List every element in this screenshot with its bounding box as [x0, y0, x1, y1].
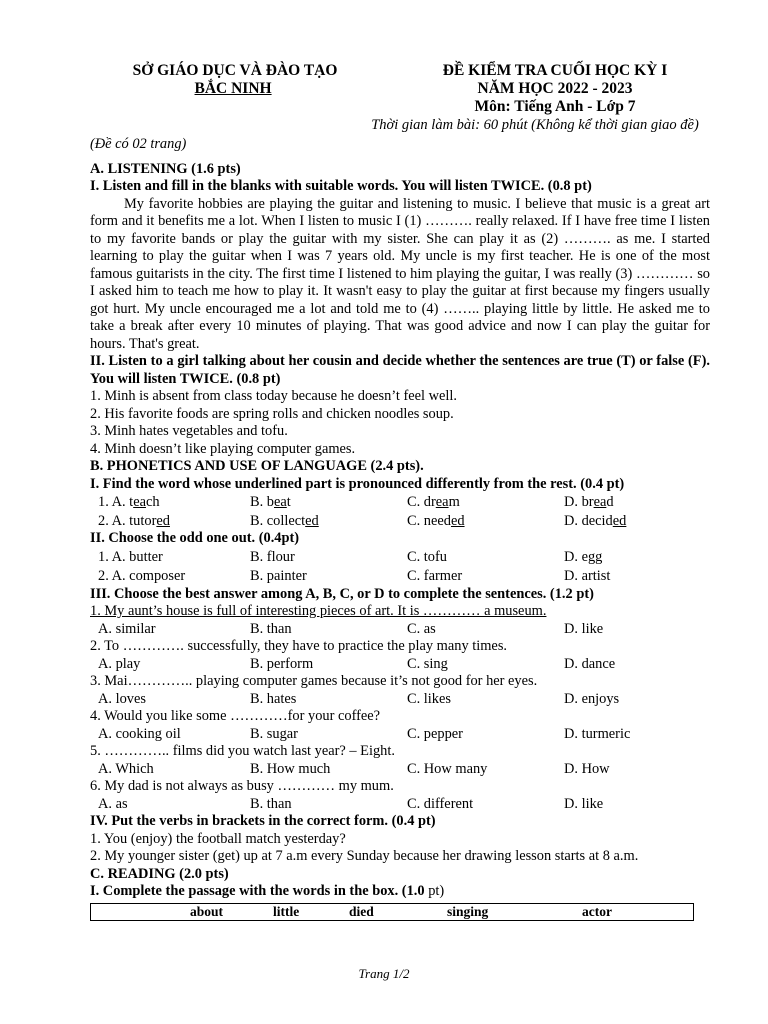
reading-part1-title: I. Complete the passage with the words in the box. (1.0 pt) [90, 883, 445, 899]
mcq-question-5: 5. ………….. films did you watch last year? – Eight. [90, 743, 395, 759]
option-b: B. than [250, 620, 292, 637]
option-b: B. beat [250, 494, 291, 510]
mcq-options-3 [90, 691, 710, 709]
option-a: A. similar [98, 620, 156, 637]
verb-question: 1. You (enjoy) the football match yesterday? [90, 830, 346, 847]
province-name: BẮC NINH [194, 80, 272, 97]
option-b: B. painter [250, 568, 307, 584]
option-d: D. egg [564, 548, 603, 565]
option-c: C. needed [407, 512, 465, 529]
mcq-options-4 [90, 726, 710, 744]
listening-part2-title: II. Listen to a girl talking about her cousin and decide whether the sentences are true (T) or false (F). You will listen TWICE. (0.8 pt) [90, 353, 710, 387]
section-phonetics-title: B. PHONETICS AND USE OF LANGUAGE (2.4 pts). [90, 458, 424, 474]
department-block [90, 62, 380, 98]
option-a: A. cooking oil [98, 725, 181, 742]
odd-one-out-question-2 [90, 568, 710, 586]
page-footer: Trang 1/2 [358, 966, 410, 981]
option-d: D. enjoys [564, 690, 620, 707]
option-a: A. loves [98, 690, 146, 707]
mcq-options-1 [90, 621, 710, 639]
box-word: died [349, 903, 374, 919]
mcq-question-4: 4. Would you like some …………for your coffee? [90, 708, 381, 724]
exam-header [90, 62, 710, 140]
option-c: C. different [407, 795, 474, 812]
option-d: D. like [564, 795, 604, 812]
option-a: 1. A. teach [98, 494, 160, 510]
listening-passage: My favorite hobbies are playing the guitar and listening to music. I believe that music is a great art form and it benefits me a lot. When I listen to music I (1) ………. really relaxed. If I have free time I listen to my favorite bands or play the guitar with my sister. She can play it as (2) ………. as me. I started learning to play the guitar when I was 7 years old. My uncle is my first teacher. He is one of the most famous guitarists in the city. The first time I listened to him playing the guitar, I was really (3) ………… so I asked him to teach me how to play it. It wasn't easy to play the guitar at first because my fingers usually got hurt. My uncle encouraged me a lot and told me to (4) …….. playing little by little. He asked me to take a break after every 10 minutes of playing. That was good advice and now I can play the guitar for hours. That's great. [90, 195, 710, 352]
option-b: B. collected [250, 512, 319, 529]
phonetics-part1-title: I. Find the word whose underlined part is pronounced differently from the rest. (0.4 pt) [90, 475, 625, 492]
school-year: NĂM HỌC 2022 - 2023 [477, 80, 633, 97]
tf-statement: 4. Minh doesn’t like playing computer games. [90, 440, 356, 457]
option-c: C. as [407, 620, 436, 637]
mcq-question-1: 1. My aunt’s house is full of interesting pieces of art. It is ………… a museum. [90, 603, 547, 619]
mcq-options-6 [90, 796, 710, 814]
option-d: D. dance [564, 655, 616, 672]
mcq-question-2: 2. To …………. successfully, they have to practice the play many times. [90, 638, 508, 654]
word-box [90, 903, 694, 921]
option-b: B. hates [250, 690, 297, 707]
option-a: A. Which [98, 760, 154, 777]
option-d: D. like [564, 620, 604, 637]
option-d: D. decided [564, 512, 627, 529]
pages-note: (Đề có 02 trang) [90, 136, 187, 152]
option-b: B. flour [250, 548, 295, 565]
option-b: B. perform [250, 655, 314, 672]
option-c: C. pepper [407, 725, 463, 742]
option-b: B. than [250, 795, 292, 812]
odd-one-out-question-1 [90, 549, 710, 567]
option-c: C. tofu [407, 548, 447, 565]
phonetics-part3-title: III. Choose the best answer among A, B, C, or D to complete the sentences. (1.2 pt) [90, 585, 594, 602]
tf-statement: 3. Minh hates vegetables and tofu. [90, 423, 288, 439]
phonetics-part2-title: II. Choose the odd one out. (0.4pt) [90, 530, 300, 546]
box-word: actor [582, 903, 612, 919]
phonetics-part4-title: IV. Put the verbs in brackets in the correct form. (0.4 pt) [90, 813, 436, 829]
section-listening-title: A. LISTENING (1.6 pts) [90, 160, 241, 177]
option-c: C. farmer [407, 568, 463, 584]
option-c: C. dream [407, 494, 460, 510]
option-d: D. turmeric [564, 725, 631, 742]
option-a: A. as [98, 795, 128, 812]
mcq-question-3: 3. Mai………….. playing computer games because it’s not good for her eyes. [90, 673, 538, 689]
option-d: D. How [564, 760, 610, 777]
option-a: 2. A. tutored [98, 512, 170, 529]
department-name: SỞ GIÁO DỤC VÀ ĐÀO TẠO [132, 62, 338, 79]
time-allowed: Thời gian làm bài: 60 phút (Không kể thời gian giao đề) [371, 117, 699, 133]
box-word: about [190, 903, 224, 919]
exam-title: ĐỀ KIỂM TRA CUỐI HỌC KỲ I [442, 62, 668, 79]
tf-statement: 1. Minh is absent from class today because he doesn’t feel well. [90, 388, 457, 404]
option-b: B. sugar [250, 725, 298, 742]
subject: Môn: Tiếng Anh - Lớp 7 [474, 98, 636, 115]
mcq-question-6: 6. My dad is not always as busy ………… my mum. [90, 778, 394, 794]
box-word: singing [447, 903, 489, 919]
option-c: C. How many [407, 760, 488, 777]
option-a: A. play [98, 655, 141, 672]
pronunciation-question-2 [90, 513, 710, 531]
option-c: C. likes [407, 690, 451, 707]
option-a: 1. A. butter [98, 548, 163, 565]
option-b: B. How much [250, 760, 331, 777]
listening-part1-title: I. Listen and fill in the blanks with suitable words. You will listen TWICE. (0.8 pt) [90, 178, 592, 194]
option-d: D. artist [564, 568, 611, 584]
exam-title-block [371, 62, 720, 134]
section-reading-title: C. READING (2.0 pts) [90, 865, 229, 882]
option-c: C. sing [407, 655, 448, 672]
mcq-options-2 [90, 656, 710, 674]
option-a: 2. A. composer [98, 568, 186, 584]
mcq-options-5 [90, 761, 710, 779]
verb-question: 2. My younger sister (get) up at 7 a.m every Sunday because her drawing lesson starts at 8 a.m. [90, 848, 639, 864]
exam-page [90, 62, 710, 921]
option-d: D. bread [564, 494, 614, 510]
pronunciation-question-1 [90, 494, 710, 512]
tf-statement: 2. His favorite foods are spring rolls and chicken noodles soup. [90, 405, 454, 422]
box-word: little [273, 903, 300, 919]
